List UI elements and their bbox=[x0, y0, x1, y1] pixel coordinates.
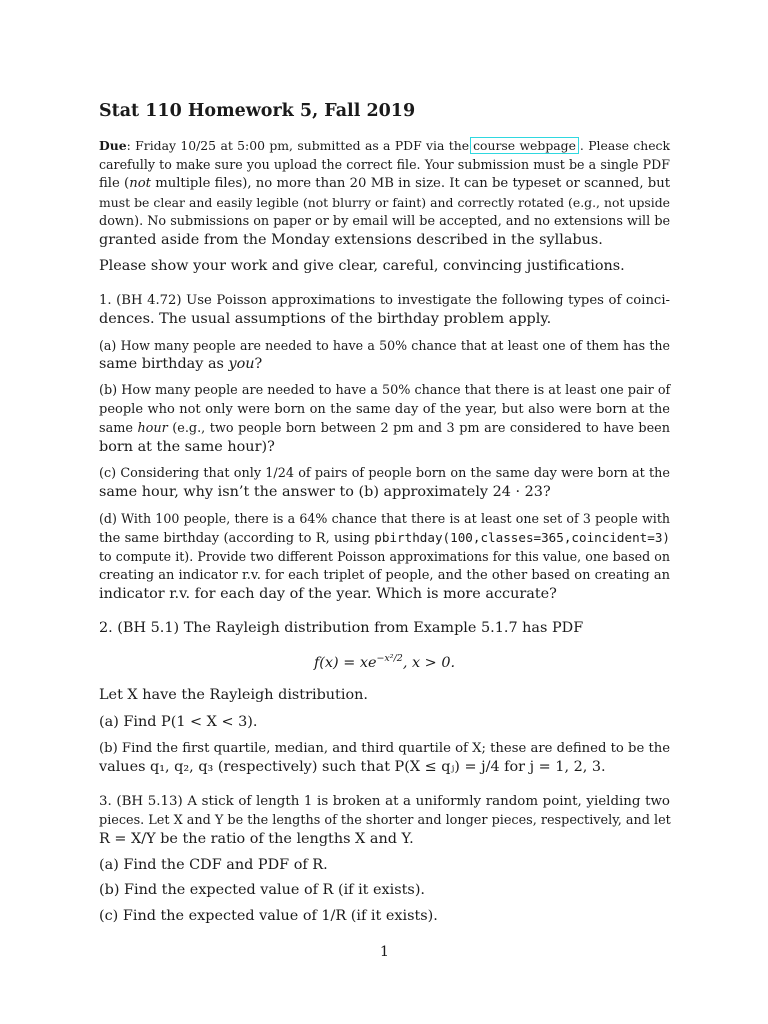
instructions: Please show your work and give clear, careful, convincing justifications. bbox=[99, 258, 625, 274]
problem-1a-line-2: same birthday as you? bbox=[99, 356, 263, 372]
problem-1d-line-2: the same birthday (according to R, using pbirthday(100,classes=365,coincident=3) bbox=[99, 530, 670, 546]
problem-3-line-1: 3. (BH 5.13) A stick of length 1 is broken at a uniformly random point, yielding two bbox=[99, 794, 670, 809]
problem-1b-line-4: born at the same hour)? bbox=[99, 439, 275, 455]
problem-1a-line-1: (a) How many people are needed to have a 50% chance that at least one of them has the bbox=[99, 338, 670, 353]
due-line-2: carefully to make sure you upload the correct file. Your submission must be a single PDF bbox=[99, 157, 670, 172]
rayleigh-pdf-formula: $f(x) = xe^{-x^2/2}$, x > 0. bbox=[313, 653, 456, 671]
due-line-3: file (not multiple files), no more than 20 MB in size. It can be typeset or scanned, but bbox=[99, 176, 670, 191]
problem-1c-line-1: (c) Considering that only 1/24 of pairs of people born on the same day were born at the bbox=[99, 466, 670, 481]
due-line-1: Due: Friday 10/25 at 5:00 pm, submitted as a PDF via the course webpage . Please check bbox=[99, 138, 670, 153]
problem-1d-line-3: to compute it). Provide two different Poisson approximations for this value, one based on bbox=[99, 549, 670, 564]
page-number: 1 bbox=[379, 944, 390, 960]
problem-1b-line-1: (b) How many people are needed to have a 50% chance that there is at least one pair of bbox=[99, 383, 671, 398]
problem-3-line-2: pieces. Let X and Y be the lengths of the shorter and longer pieces, respectively, and let bbox=[99, 813, 671, 828]
problem-1b-line-2: people who not only were born on the same day of the year, but also were born at the bbox=[99, 402, 670, 417]
due-line-5: down). No submissions on paper or by email will be accepted, and no extensions will be bbox=[99, 214, 671, 229]
due-line-4: must be clear and easily legible (not blurry or faint) and correctly rotated (e.g., not upside bbox=[99, 195, 670, 210]
r-code-snippet: pbirthday(100,classes=365,coincident=3) bbox=[374, 530, 670, 545]
course-webpage-link[interactable]: course webpage bbox=[470, 137, 579, 154]
problem-1c-line-2: same hour, why isn’t the answer to (b) approximately 24 · 23? bbox=[99, 484, 551, 500]
problem-2b-line-1: (b) Find the first quartile, median, and third quartile of X; these are defined to be the bbox=[99, 741, 671, 756]
due-line-6: granted aside from the Monday extensions described in the syllabus. bbox=[99, 232, 603, 248]
problem-2b-line-2: values q₁, q₂, q₃ (respectively) such that P(X ≤ qⱼ) = j/4 for j = 1, 2, 3. bbox=[99, 759, 606, 775]
problem-2-line-1: 2. (BH 5.1) The Rayleigh distribution from Example 5.1.7 has PDF bbox=[99, 620, 584, 636]
page-title: Stat 110 Homework 5, Fall 2019 bbox=[99, 101, 416, 121]
problem-3b: (b) Find the expected value of R (if it exists). bbox=[99, 882, 426, 898]
problem-2a: (a) Find P(1 < X < 3). bbox=[99, 714, 258, 730]
due-label: Due bbox=[99, 138, 127, 153]
problem-1d-line-5: indicator r.v. for each day of the year. Which is more accurate? bbox=[99, 586, 557, 602]
problem-2-line-2: Let X have the Rayleigh distribution. bbox=[99, 687, 368, 703]
problem-3-line-3: R = X/Y be the ratio of the lengths X and Y. bbox=[99, 831, 414, 847]
problem-1-line-2: dences. The usual assumptions of the birthday problem apply. bbox=[99, 311, 552, 327]
problem-1d-line-4: creating an indicator r.v. for each triplet of people, and the other based on creating an bbox=[99, 568, 670, 583]
problem-1b-line-3: same hour (e.g., two people born between 2 pm and 3 pm are considered to have been bbox=[99, 421, 670, 436]
problem-1-line-1: 1. (BH 4.72) Use Poisson approximations to investigate the following types of coinci- bbox=[99, 293, 670, 308]
problem-3c: (c) Find the expected value of 1/R (if it exists). bbox=[99, 908, 438, 924]
problem-3a: (a) Find the CDF and PDF of R. bbox=[99, 857, 328, 873]
problem-1d-line-1: (d) With 100 people, there is a 64% chance that there is at least one set of 3 people with bbox=[99, 511, 670, 526]
